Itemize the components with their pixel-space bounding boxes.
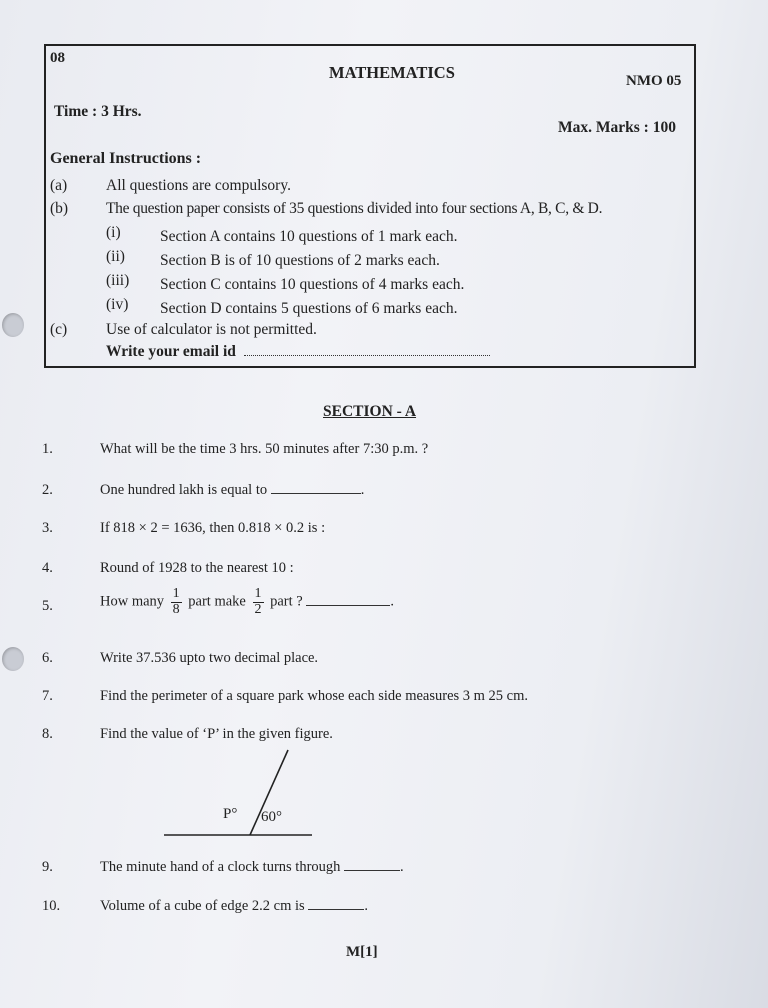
paper-code: 08 (50, 50, 65, 66)
question-suffix: . (360, 482, 365, 498)
time-allowed: Time : 3 Hrs. (54, 103, 142, 120)
instruction-text: The question paper consists of 35 questions divided into four sections A, B, C, & D. (106, 200, 603, 217)
question-text: Volume of a cube of edge 2.2 cm is (100, 898, 305, 914)
question-number: 4. (42, 560, 53, 576)
email-label-text: Write your email id (106, 343, 236, 360)
instruction-text: Section A contains 10 questions of 1 mark each. (160, 228, 458, 245)
instruction-label: (b) (50, 200, 69, 217)
subject-title: MATHEMATICS (329, 63, 455, 82)
question-number: 2. (42, 482, 53, 498)
punch-hole (2, 647, 24, 671)
instructions-heading: General Instructions : (50, 150, 202, 167)
instruction-label: (c) (50, 321, 68, 338)
answer-blank[interactable] (308, 909, 364, 910)
question-suffix: . (390, 593, 394, 610)
question-text: Find the value of ‘P’ in the given figure. (100, 726, 333, 742)
angle-figure (150, 748, 320, 838)
question-number: 10. (42, 898, 61, 914)
fraction-one-eighth (171, 587, 182, 617)
instruction-label: (ii) (106, 248, 125, 265)
instruction-label: (iii) (106, 272, 130, 289)
instruction-text: Section C contains 10 questions of 4 marks each. (160, 276, 465, 293)
instruction-text: Section B is of 10 questions of 2 marks each. (160, 252, 440, 269)
max-marks: Max. Marks : 100 (558, 119, 676, 136)
question-text-mid: part make (188, 593, 246, 610)
question-5 (100, 587, 394, 617)
question-suffix: . (400, 859, 404, 875)
answer-blank[interactable] (271, 493, 361, 494)
angle-60-label: 60° (261, 809, 282, 825)
question-number: 1. (42, 441, 53, 457)
question-suffix: . (364, 898, 368, 914)
question-text: If 818 × 2 = 1636, then 0.818 × 0.2 is : (100, 520, 326, 536)
instruction-text: Use of calculator is not permitted. (106, 321, 317, 338)
question-number: 3. (42, 520, 53, 536)
angle-p-label: P° (223, 806, 238, 822)
question-number: 7. (42, 688, 53, 704)
email-blank[interactable] (244, 355, 490, 356)
question-text: Find the perimeter of a square park whose each side measures 3 m 25 cm. (100, 688, 529, 704)
question-text: The minute hand of a clock turns through (100, 859, 341, 875)
fraction-one-half (253, 587, 264, 617)
question-text-post: part ? (270, 593, 303, 610)
instruction-label: (i) (106, 224, 121, 241)
fraction-numerator: 1 (254, 586, 262, 601)
page-footer: M[1] (346, 944, 378, 960)
question-text-pre: How many (100, 593, 165, 610)
answer-blank[interactable] (306, 605, 390, 606)
question-number: 8. (42, 726, 53, 742)
question-text: Write 37.536 upto two decimal place. (100, 650, 319, 666)
fraction-numerator: 1 (172, 586, 180, 601)
question-text: What will be the time 3 hrs. 50 minutes after 7:30 p.m. ? (100, 441, 429, 457)
fraction-denominator: 8 (172, 601, 180, 617)
punch-hole (2, 313, 24, 337)
question-text: One hundred lakh is equal to (100, 482, 268, 498)
email-label (106, 343, 490, 361)
instruction-label: (a) (50, 177, 68, 194)
section-title: SECTION - A (323, 403, 417, 420)
question-10 (100, 898, 368, 915)
instruction-text: Section D contains 5 questions of 6 marks each. (160, 300, 458, 317)
question-number: 9. (42, 859, 53, 875)
question-9 (100, 859, 404, 876)
question-2 (100, 482, 364, 499)
question-text: Round of 1928 to the nearest 10 : (100, 560, 294, 576)
answer-blank[interactable] (344, 870, 400, 871)
exam-code: NMO 05 (626, 73, 682, 89)
instruction-text: All questions are compulsory. (106, 177, 291, 194)
instruction-label: (iv) (106, 296, 129, 313)
fraction-denominator: 2 (254, 601, 262, 617)
question-number: 5. (42, 598, 53, 614)
question-number: 6. (42, 650, 53, 666)
